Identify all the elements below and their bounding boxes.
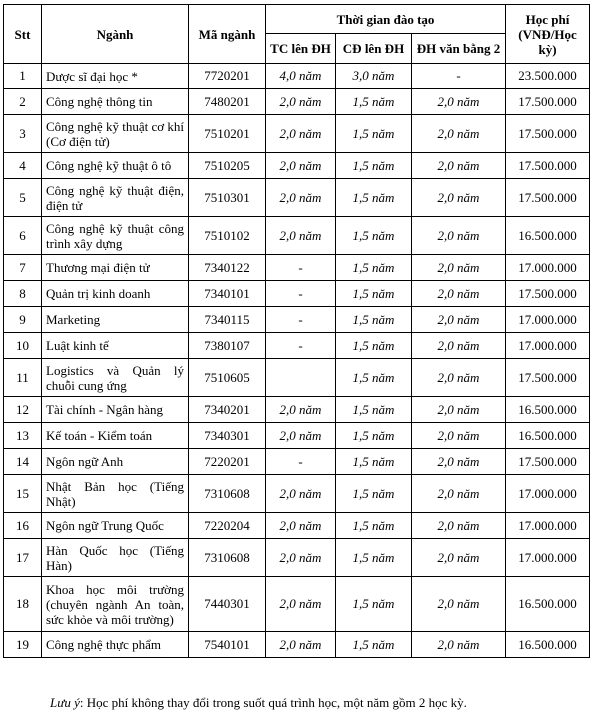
- cell-vb2: 2,0 năm: [412, 89, 506, 115]
- table-row: [4, 255, 590, 281]
- table-row: [4, 513, 590, 539]
- cell-ma-nganh: 7510301: [189, 179, 266, 217]
- cell-vb2: 2,0 năm: [412, 217, 506, 255]
- cell-stt: 8: [4, 281, 42, 307]
- cell-nganh: Công nghệ kỹ thuật điện, điện tử: [42, 179, 189, 217]
- table-row: [4, 397, 590, 423]
- cell-tc: -: [266, 449, 336, 475]
- cell-cd: 1,5 năm: [336, 475, 412, 513]
- cell-cd: 3,0 năm: [336, 64, 412, 89]
- header-nganh: Ngành: [42, 5, 189, 64]
- cell-nganh: Công nghệ kỹ thuật cơ khí (Cơ điện tử): [42, 115, 189, 153]
- cell-stt: 2: [4, 89, 42, 115]
- cell-nganh: Nhật Bản học (Tiếng Nhật): [42, 475, 189, 513]
- cell-cd: 1,5 năm: [336, 359, 412, 397]
- cell-vb2: 2,0 năm: [412, 577, 506, 632]
- cell-hoc-phi: 23.500.000: [506, 64, 590, 89]
- cell-nganh: Luật kinh tế: [42, 333, 189, 359]
- table-body: [4, 64, 590, 658]
- cell-vb2: 2,0 năm: [412, 307, 506, 333]
- cell-hoc-phi: 16.500.000: [506, 423, 590, 449]
- header-vb2: ĐH văn bằng 2: [412, 34, 506, 64]
- cell-stt: 9: [4, 307, 42, 333]
- cell-vb2: 2,0 năm: [412, 423, 506, 449]
- cell-nganh: Tài chính - Ngân hàng: [42, 397, 189, 423]
- table-row: [4, 307, 590, 333]
- cell-nganh: Hàn Quốc học (Tiếng Hàn): [42, 539, 189, 577]
- cell-hoc-phi: 17.000.000: [506, 513, 590, 539]
- cell-cd: 1,5 năm: [336, 539, 412, 577]
- table-row: [4, 217, 590, 255]
- header-cd: CĐ lên ĐH: [336, 34, 412, 64]
- cell-vb2: 2,0 năm: [412, 255, 506, 281]
- cell-nganh: Thương mại điện tử: [42, 255, 189, 281]
- table-row: [4, 475, 590, 513]
- cell-nganh: Kế toán - Kiểm toán: [42, 423, 189, 449]
- table-row: [4, 153, 590, 179]
- cell-tc: 2,0 năm: [266, 217, 336, 255]
- cell-tc: 2,0 năm: [266, 397, 336, 423]
- cell-hoc-phi: 17.500.000: [506, 89, 590, 115]
- cell-nganh: Công nghệ kỹ thuật công trình xây dựng: [42, 217, 189, 255]
- cell-nganh: Quản trị kinh doanh: [42, 281, 189, 307]
- cell-cd: 1,5 năm: [336, 577, 412, 632]
- cell-vb2: 2,0 năm: [412, 475, 506, 513]
- header-thoi-gian: Thời gian đào tạo: [266, 5, 506, 34]
- cell-vb2: 2,0 năm: [412, 632, 506, 658]
- cell-vb2: 2,0 năm: [412, 281, 506, 307]
- cell-tc: 2,0 năm: [266, 475, 336, 513]
- cell-hoc-phi: 16.500.000: [506, 632, 590, 658]
- cell-hoc-phi: 17.000.000: [506, 539, 590, 577]
- table-row: [4, 632, 590, 658]
- cell-tc: 2,0 năm: [266, 153, 336, 179]
- table-row: [4, 539, 590, 577]
- cell-stt: 14: [4, 449, 42, 475]
- cell-nganh: Công nghệ kỹ thuật ô tô: [42, 153, 189, 179]
- cell-vb2: 2,0 năm: [412, 397, 506, 423]
- cell-tc: 2,0 năm: [266, 179, 336, 217]
- cell-ma-nganh: 7440301: [189, 577, 266, 632]
- cell-hoc-phi: 17.500.000: [506, 179, 590, 217]
- cell-cd: 1,5 năm: [336, 333, 412, 359]
- cell-hoc-phi: 16.500.000: [506, 577, 590, 632]
- cell-stt: 15: [4, 475, 42, 513]
- cell-stt: 17: [4, 539, 42, 577]
- table-row: [4, 423, 590, 449]
- cell-nganh: Marketing: [42, 307, 189, 333]
- cell-cd: 1,5 năm: [336, 281, 412, 307]
- cell-ma-nganh: 7340122: [189, 255, 266, 281]
- cell-cd: 1,5 năm: [336, 153, 412, 179]
- cell-stt: 4: [4, 153, 42, 179]
- cell-hoc-phi: 17.500.000: [506, 115, 590, 153]
- cell-nganh: Công nghệ thực phẩm: [42, 632, 189, 658]
- cell-tc: -: [266, 281, 336, 307]
- header-tc: TC lên ĐH: [266, 34, 336, 64]
- tuition-table-container: [3, 4, 590, 658]
- cell-ma-nganh: 7510201: [189, 115, 266, 153]
- table-row: [4, 64, 590, 89]
- cell-tc: 2,0 năm: [266, 513, 336, 539]
- cell-cd: 1,5 năm: [336, 423, 412, 449]
- cell-nganh: Ngôn ngữ Anh: [42, 449, 189, 475]
- cell-stt: 13: [4, 423, 42, 449]
- cell-vb2: 2,0 năm: [412, 333, 506, 359]
- cell-vb2: 2,0 năm: [412, 115, 506, 153]
- cell-ma-nganh: 7310608: [189, 539, 266, 577]
- cell-ma-nganh: 7310608: [189, 475, 266, 513]
- cell-stt: 11: [4, 359, 42, 397]
- cell-tc: 2,0 năm: [266, 539, 336, 577]
- cell-nganh: Khoa học môi trường (chuyên ngành An toàn, sức khỏe và môi trường): [42, 577, 189, 632]
- cell-stt: 1: [4, 64, 42, 89]
- cell-hoc-phi: 17.500.000: [506, 281, 590, 307]
- table-row: [4, 359, 590, 397]
- cell-hoc-phi: 16.500.000: [506, 397, 590, 423]
- cell-stt: 7: [4, 255, 42, 281]
- cell-cd: 1,5 năm: [336, 255, 412, 281]
- cell-tc: 2,0 năm: [266, 89, 336, 115]
- cell-stt: 5: [4, 179, 42, 217]
- cell-ma-nganh: 7380107: [189, 333, 266, 359]
- cell-stt: 6: [4, 217, 42, 255]
- cell-cd: 1,5 năm: [336, 89, 412, 115]
- cell-cd: 1,5 năm: [336, 449, 412, 475]
- cell-stt: 10: [4, 333, 42, 359]
- cell-stt: 18: [4, 577, 42, 632]
- cell-cd: 1,5 năm: [336, 307, 412, 333]
- cell-ma-nganh: 7510102: [189, 217, 266, 255]
- cell-ma-nganh: 7540101: [189, 632, 266, 658]
- cell-hoc-phi: 17.500.000: [506, 449, 590, 475]
- cell-hoc-phi: 17.000.000: [506, 475, 590, 513]
- cell-hoc-phi: 17.000.000: [506, 333, 590, 359]
- cell-cd: 1,5 năm: [336, 115, 412, 153]
- cell-ma-nganh: 7510205: [189, 153, 266, 179]
- cell-nganh: Ngôn ngữ Trung Quốc: [42, 513, 189, 539]
- cell-cd: 1,5 năm: [336, 632, 412, 658]
- cell-tc: -: [266, 307, 336, 333]
- header-stt: Stt: [4, 5, 42, 64]
- cell-tc: -: [266, 333, 336, 359]
- cell-tc: -: [266, 255, 336, 281]
- table-row: [4, 179, 590, 217]
- table-row: [4, 115, 590, 153]
- cell-hoc-phi: 17.000.000: [506, 255, 590, 281]
- cell-ma-nganh: 7220201: [189, 449, 266, 475]
- cell-hoc-phi: 17.000.000: [506, 307, 590, 333]
- cell-tc: 2,0 năm: [266, 577, 336, 632]
- cell-vb2: -: [412, 64, 506, 89]
- cell-vb2: 2,0 năm: [412, 153, 506, 179]
- cell-stt: 16: [4, 513, 42, 539]
- footnote-text: : Học phí không thay đổi trong suốt quá trình học, một năm gồm 2 học kỳ.: [79, 695, 467, 710]
- cell-ma-nganh: 7340115: [189, 307, 266, 333]
- table-row: [4, 89, 590, 115]
- table-row: [4, 577, 590, 632]
- cell-cd: 1,5 năm: [336, 179, 412, 217]
- cell-ma-nganh: 7340101: [189, 281, 266, 307]
- cell-tc: 4,0 năm: [266, 64, 336, 89]
- cell-cd: 1,5 năm: [336, 513, 412, 539]
- header-hoc-phi: Học phí (VNĐ/Học kỳ): [506, 5, 590, 64]
- header-ma-nganh: Mã ngành: [189, 5, 266, 64]
- cell-ma-nganh: 7480201: [189, 89, 266, 115]
- cell-vb2: 2,0 năm: [412, 359, 506, 397]
- cell-ma-nganh: 7340201: [189, 397, 266, 423]
- cell-tc: [266, 359, 336, 397]
- cell-ma-nganh: 7510605: [189, 359, 266, 397]
- cell-tc: 2,0 năm: [266, 423, 336, 449]
- cell-cd: 1,5 năm: [336, 397, 412, 423]
- cell-vb2: 2,0 năm: [412, 449, 506, 475]
- tuition-table: [3, 4, 590, 658]
- table-row: [4, 449, 590, 475]
- cell-tc: 2,0 năm: [266, 632, 336, 658]
- cell-stt: 3: [4, 115, 42, 153]
- cell-stt: 12: [4, 397, 42, 423]
- cell-hoc-phi: 17.500.000: [506, 359, 590, 397]
- cell-stt: 19: [4, 632, 42, 658]
- cell-nganh: Logistics và Quản lý chuỗi cung ứng: [42, 359, 189, 397]
- cell-ma-nganh: 7340301: [189, 423, 266, 449]
- cell-vb2: 2,0 năm: [412, 179, 506, 217]
- cell-cd: 1,5 năm: [336, 217, 412, 255]
- table-row: [4, 333, 590, 359]
- table-row: [4, 281, 590, 307]
- cell-nganh: Dược sĩ đại học *: [42, 64, 189, 89]
- cell-vb2: 2,0 năm: [412, 513, 506, 539]
- cell-hoc-phi: 16.500.000: [506, 217, 590, 255]
- cell-nganh: Công nghệ thông tin: [42, 89, 189, 115]
- cell-hoc-phi: 17.500.000: [506, 153, 590, 179]
- cell-ma-nganh: 7220204: [189, 513, 266, 539]
- footnote-label: Lưu ý: [50, 695, 80, 710]
- cell-tc: 2,0 năm: [266, 115, 336, 153]
- cell-ma-nganh: 7720201: [189, 64, 266, 89]
- cell-vb2: 2,0 năm: [412, 539, 506, 577]
- footnote: [50, 695, 467, 711]
